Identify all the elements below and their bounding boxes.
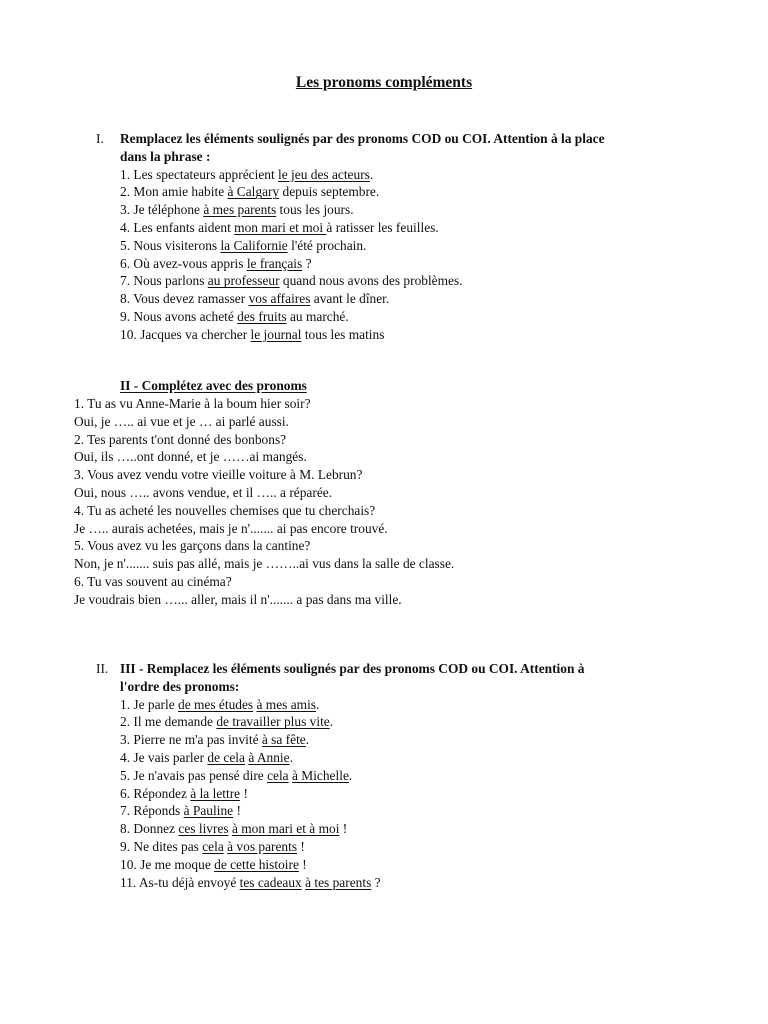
item-number: 4. [120, 219, 131, 235]
underlined-element: à Pauline [183, 803, 234, 819]
item-text: tous les jours. [276, 202, 354, 218]
list-item [120, 767, 584, 785]
underlined-element: à vos parents [227, 838, 298, 854]
item-text: Nous parlons [133, 273, 208, 289]
underlined-element: cela [267, 767, 289, 783]
item-text: Je parle [133, 696, 179, 712]
exercise-line: Je ….. aurais achetées, mais je n'....... ai pas encore trouvé. [74, 520, 388, 536]
section1-heading-line1: Remplacez les éléments soulignés par des pronoms COD ou COI. Attention à la place [120, 131, 605, 146]
item-text: ? [302, 255, 312, 271]
item-text: depuis septembre. [279, 184, 380, 200]
list-item [120, 820, 584, 838]
underlined-element: à mes amis [256, 696, 317, 712]
section3-list [120, 696, 584, 892]
item-text: . [329, 714, 334, 730]
section1-list [120, 166, 605, 344]
item-text: Vous devez ramasser [133, 291, 249, 307]
underlined-element: à la lettre [190, 785, 241, 801]
item-text: . [305, 732, 310, 748]
list-item [120, 838, 584, 856]
item-text: Répondez [133, 785, 191, 801]
item-number: 10. [120, 326, 137, 342]
list-item [120, 183, 605, 201]
list-item [120, 219, 605, 237]
list-item [120, 802, 584, 820]
exercise-line: Non, je n'....... suis pas allé, mais je ……..ai vus dans la salle de classe. [74, 556, 455, 572]
underlined-element: à Michelle [292, 767, 349, 783]
item-number: 2. [120, 714, 131, 730]
underlined-element: vos affaires [248, 291, 311, 307]
section1 [120, 130, 605, 344]
exercise-line: 6. Tu vas souvent au cinéma? [74, 573, 232, 589]
underlined-element: à sa fête [261, 732, 306, 748]
item-text: ! [233, 803, 241, 819]
item-text: Nous avons acheté [133, 308, 238, 324]
item-text: Je n'avais pas pensé dire [133, 767, 268, 783]
item-text: Il me demande [133, 714, 217, 730]
item-number: 4. [120, 749, 131, 765]
list-item [120, 713, 584, 731]
list-item [120, 874, 584, 892]
exercise-line: 5. Vous avez vu les garçons dans la cantine? [74, 538, 311, 554]
section1-heading [120, 130, 605, 166]
list-item [120, 255, 605, 273]
exercise-line: Oui, ils …..ont donné, et je ……ai mangés. [74, 449, 307, 465]
list-item [120, 696, 584, 714]
underlined-element: le français [246, 255, 303, 271]
list-item [120, 731, 584, 749]
item-text: . [289, 749, 293, 765]
underlined-element: de cette histoire [214, 856, 299, 872]
item-number: 10. [120, 856, 137, 872]
section3-heading-line2: l'ordre des pronoms: [120, 678, 240, 694]
section1-number: I. [96, 131, 104, 146]
list-item [120, 201, 605, 219]
item-text: Nous visiterons [133, 237, 221, 253]
item-text: quand nous avons des problèmes. [279, 273, 463, 289]
item-text: l'été prochain. [287, 237, 367, 253]
item-number: 8. [120, 291, 131, 307]
item-text: Je vais parler [133, 749, 208, 765]
item-number: 9. [120, 308, 131, 324]
section3 [120, 660, 584, 891]
section3-heading [120, 660, 584, 696]
list-item [120, 166, 605, 184]
exercise-line: Oui, nous ….. avons vendue, et il ….. a réparée. [74, 484, 333, 500]
underlined-element: tes cadeaux [239, 874, 302, 890]
underlined-element: ces livres [178, 821, 229, 837]
item-text: ! [240, 785, 248, 801]
list-item [120, 272, 605, 290]
section3-number: II. [96, 661, 109, 676]
item-text: tous les matins [301, 326, 385, 342]
item-text: ! [297, 838, 305, 854]
exercise-line: 1. Tu as vu Anne-Marie à la boum hier soir? [74, 396, 311, 411]
list-item [120, 237, 605, 255]
underlined-element: de cela [207, 749, 245, 765]
item-text: Donnez [133, 821, 179, 837]
section2-heading-wrap [120, 377, 307, 395]
item-text: ! [339, 821, 348, 837]
item-number: 3. [120, 732, 131, 748]
item-number: 1. [120, 696, 131, 712]
item-text: Je téléphone [133, 202, 204, 218]
list-item [120, 785, 584, 803]
item-number: 6. [120, 255, 131, 271]
underlined-element: à tes parents [305, 874, 372, 890]
item-text: Ne dites pas [133, 838, 203, 854]
item-number: 1. [120, 166, 131, 182]
item-text: . [348, 767, 353, 783]
item-number: 5. [120, 237, 131, 253]
underlined-element: à mes parents [203, 202, 277, 218]
underlined-element: à Calgary [227, 184, 280, 200]
underlined-element: cela [202, 838, 224, 854]
list-item [120, 856, 584, 874]
item-text: ? [371, 874, 381, 890]
item-text: Les enfants aident [133, 219, 235, 235]
item-number: 11. [120, 874, 137, 890]
item-text: . [369, 166, 374, 182]
exercise-line: Oui, je ….. ai vue et je … ai parlé aussi. [74, 413, 289, 429]
item-text: . [316, 696, 320, 712]
item-text: au marché. [286, 308, 349, 324]
underlined-element: des fruits [237, 308, 287, 324]
item-text: à ratisser les feuilles. [326, 219, 439, 235]
item-number: 7. [120, 803, 131, 819]
item-text: Réponds [133, 803, 184, 819]
item-number: 5. [120, 767, 131, 783]
exercise-line: Je voudrais bien …... aller, mais il n'....... a pas dans ma ville. [74, 591, 402, 607]
item-text: Je me moque [140, 856, 215, 872]
exercise-line: 4. Tu as acheté les nouvelles chemises que tu cherchais? [74, 502, 376, 518]
underlined-element: à Annie [248, 749, 290, 765]
item-text: Jacques va chercher [140, 326, 251, 342]
item-text: Pierre ne m'a pas invité [133, 732, 262, 748]
exercise-line: 2. Tes parents t'ont donné des bonbons? [74, 431, 287, 447]
item-number: 7. [120, 273, 131, 289]
item-text: As-tu déjà envoyé [138, 874, 240, 890]
underlined-element: de mes études [178, 696, 254, 712]
section2-heading: II - Complétez avec des pronoms [120, 378, 307, 393]
item-number: 6. [120, 785, 131, 801]
list-item [120, 308, 605, 326]
underlined-element: le jeu des acteurs [278, 166, 370, 182]
underlined-element: mon mari et moi [234, 219, 327, 235]
list-item [120, 749, 584, 767]
list-item [120, 326, 605, 344]
section3-heading-line1: III - Remplacez les éléments soulignés par des pronoms COD ou COI. Attention à [120, 661, 585, 676]
exercise-line: 3. Vous avez vendu votre vieille voiture à M. Lebrun? [74, 467, 363, 483]
section1-heading-line2: dans la phrase : [120, 148, 211, 164]
item-text: ! [298, 856, 307, 872]
item-number: 3. [120, 202, 131, 218]
underlined-element: de travailler plus vite [216, 714, 330, 730]
item-number: 2. [120, 184, 131, 200]
list-item [120, 290, 605, 308]
underlined-element: la Californie [220, 237, 288, 253]
item-text: Mon amie habite [133, 184, 228, 200]
item-text: Les spectateurs apprécient [133, 166, 279, 182]
underlined-element: à mon mari et à moi [231, 821, 340, 837]
item-text: Où avez-vous appris [133, 255, 247, 271]
page-title: Les pronoms compléments [295, 74, 473, 91]
item-number: 8. [120, 821, 131, 837]
underlined-element: le journal [250, 326, 302, 342]
item-number: 9. [120, 838, 131, 854]
item-text: avant le dîner. [310, 291, 390, 307]
underlined-element: au professeur [207, 273, 280, 289]
section2-lines [74, 395, 454, 609]
